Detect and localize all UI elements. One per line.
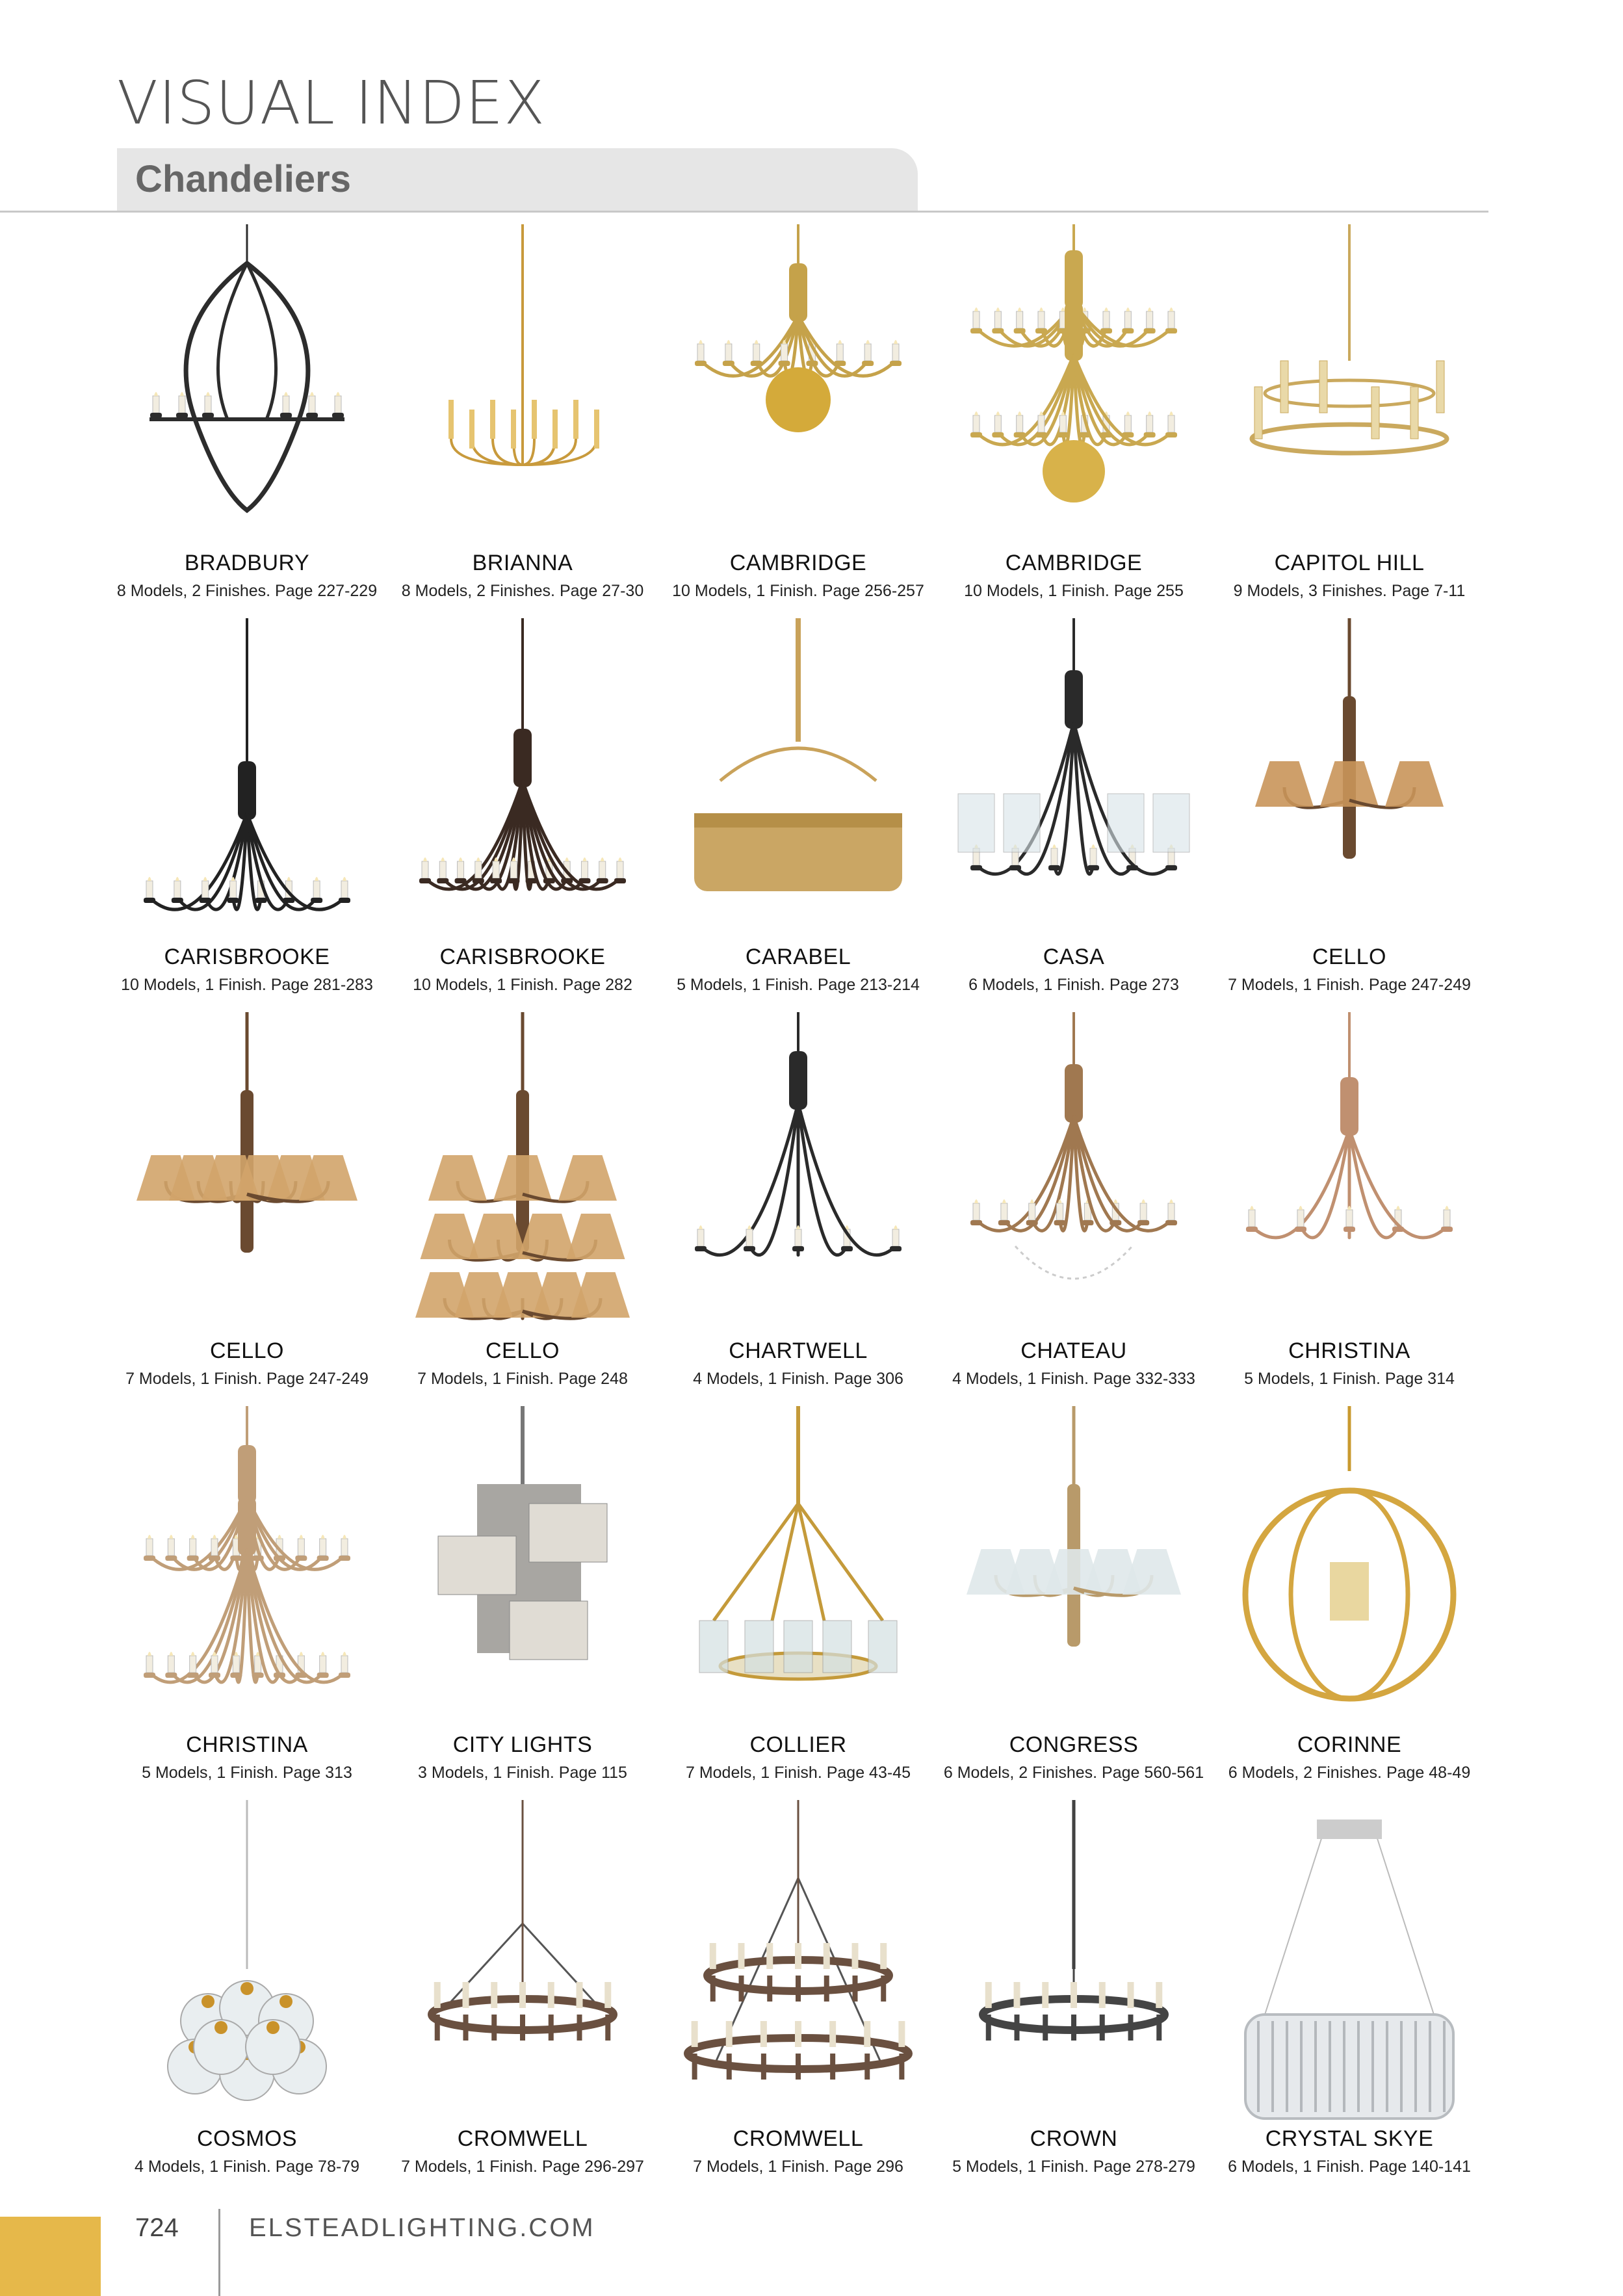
product-details: 7 Models, 1 Finish. Page 296 (693, 2158, 903, 2176)
product-item (1212, 1012, 1487, 1406)
page-number: 724 (135, 2213, 179, 2242)
product-item (385, 1800, 660, 2194)
chandelier-image (399, 1406, 646, 1734)
product-item (1212, 1406, 1487, 1800)
product-item (936, 618, 1212, 1012)
product-name: CAPITOL HILL (1274, 551, 1425, 575)
product-details: 7 Models, 1 Finish. Page 247-249 (125, 1370, 369, 1388)
chandelier-image (1226, 224, 1473, 553)
product-item (936, 1406, 1212, 1800)
section-title: Chandeliers (135, 158, 351, 200)
product-item (109, 1406, 385, 1800)
chandelier-image (950, 1406, 1197, 1734)
product-details: 7 Models, 1 Finish. Page 248 (417, 1370, 628, 1388)
product-name: CROWN (1030, 2126, 1118, 2151)
product-details: 4 Models, 1 Finish. Page 78-79 (134, 2158, 360, 2176)
chandelier-image (950, 618, 1197, 946)
product-name: CITY LIGHTS (452, 1732, 593, 1757)
product-item (660, 1012, 936, 1406)
product-item (385, 1406, 660, 1800)
product-details: 8 Models, 2 Finishes. Page 227-229 (116, 582, 378, 600)
product-name: CARISBROOKE (439, 945, 606, 969)
chandelier-image (950, 1012, 1197, 1340)
product-item (660, 1406, 936, 1800)
product-name: CHARTWELL (729, 1338, 868, 1363)
product-item (385, 224, 660, 618)
product-name: CELLO (1312, 945, 1386, 969)
product-item (385, 1012, 660, 1406)
product-item (109, 1800, 385, 2194)
product-item (660, 618, 936, 1012)
chandelier-image (675, 1800, 922, 2128)
product-name: CRYSTAL SKYE (1265, 2126, 1434, 2151)
product-details: 10 Models, 1 Finish. Page 256-257 (672, 582, 924, 600)
product-name: CARABEL (745, 945, 851, 969)
product-item (1212, 1800, 1487, 2194)
product-name: CELLO (486, 1338, 560, 1363)
header-divider (0, 211, 1488, 213)
product-name: CROMWELL (457, 2126, 588, 2151)
product-details: 6 Models, 1 Finish. Page 140-141 (1228, 2158, 1471, 2176)
website-url: ELSTEADLIGHTING.COM (249, 2213, 595, 2242)
product-item (1212, 224, 1487, 618)
chandelier-image (1226, 1800, 1473, 2128)
chandelier-image (399, 1800, 646, 2128)
product-details: 7 Models, 1 Finish. Page 296-297 (401, 2158, 644, 2176)
product-name: CORINNE (1297, 1732, 1402, 1757)
product-item (936, 224, 1212, 618)
chandelier-image (123, 1406, 370, 1734)
product-details: 5 Models, 1 Finish. Page 313 (142, 1764, 352, 1782)
product-item (1212, 618, 1487, 1012)
chandelier-image (123, 1800, 370, 2128)
product-name: CHATEAU (1020, 1338, 1127, 1363)
product-details: 6 Models, 2 Finishes. Page 48-49 (1228, 1764, 1471, 1782)
chandelier-image (123, 1012, 370, 1340)
page-title: VISUAL INDEX (117, 68, 546, 138)
product-name: CROMWELL (733, 2126, 864, 2151)
product-name: CONGRESS (1009, 1732, 1139, 1757)
product-details: 7 Models, 1 Finish. Page 43-45 (685, 1764, 911, 1782)
chandelier-image (123, 618, 370, 946)
product-item (109, 1012, 385, 1406)
product-item (660, 1800, 936, 2194)
product-details: 4 Models, 1 Finish. Page 306 (693, 1370, 903, 1388)
product-name: COLLIER (749, 1732, 847, 1757)
product-name: BRIANNA (472, 551, 573, 575)
chandelier-image (675, 1012, 922, 1340)
product-name: BRADBURY (184, 551, 310, 575)
product-name: CELLO (210, 1338, 284, 1363)
product-details: 6 Models, 2 Finishes. Page 560-561 (943, 1764, 1204, 1782)
product-name: CASA (1043, 945, 1105, 969)
product-details: 10 Models, 1 Finish. Page 255 (964, 582, 1184, 600)
product-name: CAMBRIDGE (729, 551, 867, 575)
product-name: CARISBROOKE (164, 945, 330, 969)
product-details: 7 Models, 1 Finish. Page 247-249 (1228, 976, 1471, 994)
product-item (385, 618, 660, 1012)
product-details: 3 Models, 1 Finish. Page 115 (418, 1764, 627, 1782)
product-details: 6 Models, 1 Finish. Page 273 (968, 976, 1179, 994)
product-details: 5 Models, 1 Finish. Page 278-279 (952, 2158, 1195, 2176)
chandelier-image (399, 618, 646, 946)
chandelier-image (123, 224, 370, 553)
chandelier-image (1226, 1406, 1473, 1734)
footer-accent-block (0, 2217, 101, 2296)
chandelier-image (1226, 618, 1473, 946)
product-item (660, 224, 936, 618)
product-item (936, 1800, 1212, 2194)
chandelier-image (675, 1406, 922, 1734)
chandelier-image (950, 224, 1197, 553)
product-details: 5 Models, 1 Finish. Page 314 (1244, 1370, 1455, 1388)
product-details: 4 Models, 1 Finish. Page 332-333 (952, 1370, 1195, 1388)
product-name: CHRISTINA (186, 1732, 308, 1757)
product-details: 8 Models, 2 Finishes. Page 27-30 (401, 582, 644, 600)
footer-divider (218, 2209, 220, 2296)
chandelier-image (675, 224, 922, 553)
chandelier-image (950, 1800, 1197, 2128)
chandelier-image (675, 618, 922, 946)
product-item (109, 618, 385, 1012)
product-details: 10 Models, 1 Finish. Page 282 (413, 976, 632, 994)
product-item (936, 1012, 1212, 1406)
product-details: 5 Models, 1 Finish. Page 213-214 (677, 976, 920, 994)
product-name: CHRISTINA (1288, 1338, 1410, 1363)
product-name: CAMBRIDGE (1005, 551, 1143, 575)
chandelier-image (1226, 1012, 1473, 1340)
product-details: 10 Models, 1 Finish. Page 281-283 (121, 976, 373, 994)
product-grid (109, 224, 1487, 2194)
product-details: 9 Models, 3 Finishes. Page 7-11 (1233, 582, 1466, 600)
chandelier-image (399, 224, 646, 553)
product-item (109, 224, 385, 618)
product-name: COSMOS (196, 2126, 298, 2151)
chandelier-image (399, 1012, 646, 1340)
